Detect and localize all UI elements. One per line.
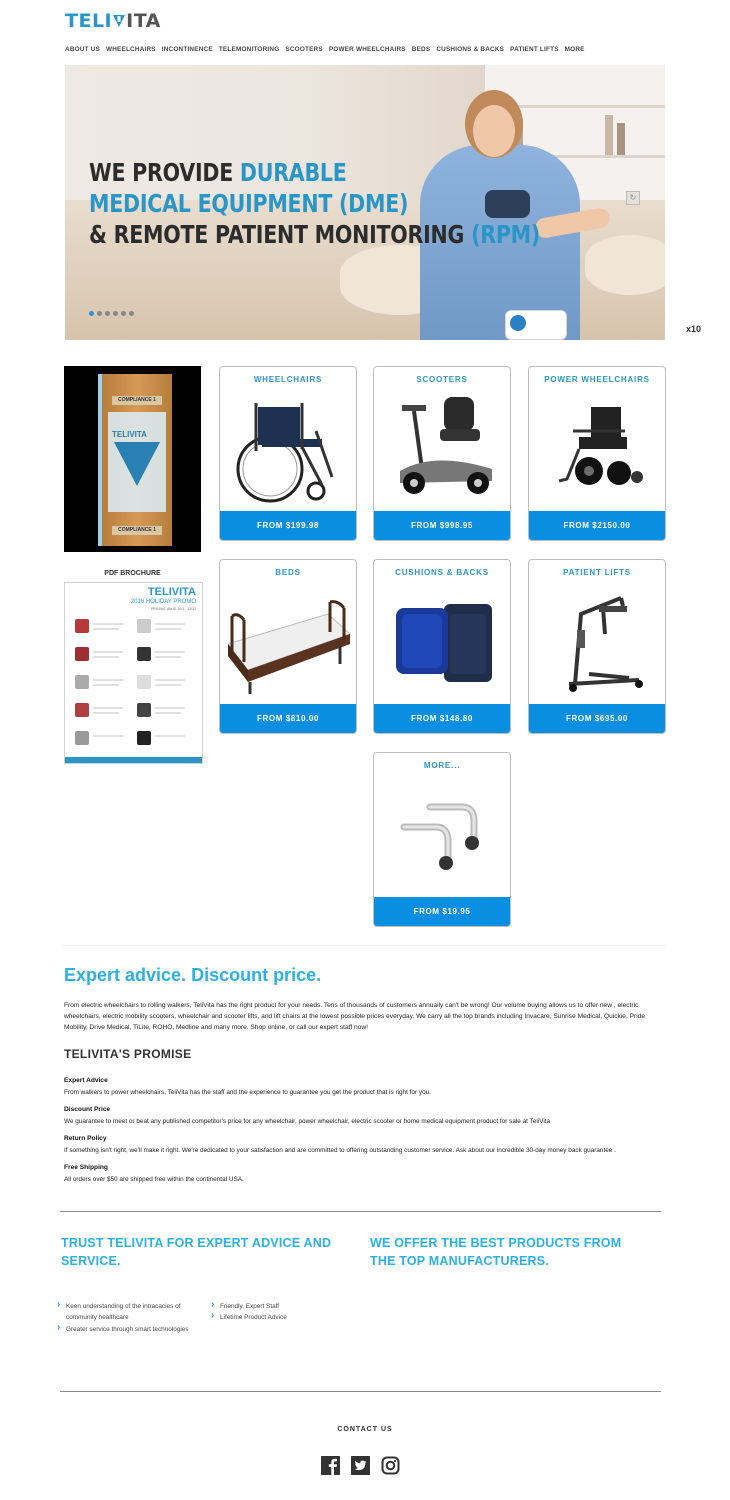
best-products-heading: WE OFFER THE BEST PRODUCTS FROM THE TOP MANUFACTURERS. [370, 1236, 622, 1268]
product-title: MORE... [423, 761, 461, 770]
product-card-cushions-backs[interactable] [373, 559, 511, 734]
product-price-button[interactable]: FROM $2150.00 [529, 511, 665, 540]
instagram-icon[interactable] [381, 1456, 400, 1475]
contact-us-link[interactable]: CONTACT US [337, 1426, 393, 1433]
next-slide-icon[interactable]: ↻ [626, 191, 640, 205]
product-title: SCOOTERS [416, 375, 468, 384]
scooter-icon [374, 391, 510, 507]
brochure-footer-bar [65, 757, 202, 763]
slider-dot[interactable] [89, 311, 94, 316]
nav-wheelchairs[interactable]: WHEELCHAIRS [105, 46, 156, 53]
product-card-wheelchairs[interactable] [219, 366, 357, 541]
promise-text: If something isn't right, we'll make it right. We're dedicated to your satisfaction and are committed to offering outstanding customer service. Ask about our incredible 30-day money back guarantee . [64, 1147, 616, 1154]
nav-telemonitoring[interactable]: TELEMONITORING [218, 46, 280, 53]
hero-line3-dark: & REMOTE PATIENT MONITORING [89, 220, 472, 249]
product-title: PATIENT LIFTS [563, 568, 631, 577]
door-brand: TELIVITA [112, 430, 147, 439]
product-card-power-wheelchairs[interactable] [528, 366, 666, 541]
trust-bullet: › Keen understanding of the intracacies of community healthcare [57, 1301, 201, 1323]
expert-heading: Expert advice. Discount price. [64, 965, 322, 985]
product-title: BEDS [275, 568, 301, 577]
promise-text: All orders over $50 are shipped free within the continental USA. [64, 1176, 244, 1183]
main-nav [65, 46, 585, 53]
compliance-door-image[interactable] [64, 366, 201, 552]
promise-text: From walkers to power wheelchairs, TeliVita has the staff and the experience to guarantee you get the product that is right for you. [64, 1089, 431, 1096]
nav-beds[interactable]: BEDS [411, 46, 431, 53]
nav-power-wheelchairs[interactable]: POWER WHEELCHAIRS [328, 46, 406, 53]
power-wheelchair-icon [529, 391, 665, 507]
trust-bullet: › Lifetime Product Advice [211, 1312, 355, 1323]
brochure-brand: TELIVITA [147, 586, 196, 598]
hero-line2: MEDICAL EQUIPMENT (DME) [89, 189, 409, 218]
product-price-button[interactable]: FROM $19.95 [374, 897, 510, 926]
product-price-button[interactable]: FROM $998.95 [374, 511, 510, 540]
product-price-button[interactable]: FROM $199.98 [220, 511, 356, 540]
product-price-button[interactable]: FROM $148.80 [374, 704, 510, 733]
trust-bullet: › Greater service through smart technologies [57, 1324, 201, 1335]
product-price-button[interactable]: FROM $695.00 [529, 704, 665, 733]
trust-bullet: › Friendly, Expert Staff [211, 1301, 355, 1312]
twitter-icon[interactable] [351, 1456, 370, 1475]
product-card-scooters[interactable] [373, 366, 511, 541]
promise-title: Free Shipping [64, 1164, 108, 1171]
site-logo[interactable] [65, 10, 161, 32]
product-title: CUSHIONS & BACKS [395, 568, 489, 577]
section-divider [63, 945, 666, 946]
promise-text: We guarantee to meet or beat any published competitor's price for any wheelchair, power wheelchair, electric scooter or home medical equipment product for sale at TeliVita [64, 1118, 551, 1125]
blood-pressure-monitor [505, 310, 567, 340]
hero-slider[interactable] [65, 65, 665, 340]
hero-cushion [585, 235, 665, 295]
promise-title: Return Policy [64, 1135, 107, 1142]
nav-patient-lifts[interactable]: PATIENT LIFTS [510, 46, 559, 53]
pdf-brochure-label[interactable]: PDF BROCHURE [104, 570, 161, 577]
slider-dot[interactable] [105, 311, 110, 316]
hero-badge: x10 [686, 324, 702, 334]
nav-more[interactable]: MORE [564, 46, 585, 53]
nav-scooters[interactable]: SCOOTERS [285, 46, 323, 53]
door-plate-bottom: COMPLIANCE 1 [112, 526, 162, 535]
slider-dot[interactable] [113, 311, 118, 316]
promise-title: Discount Price [64, 1106, 111, 1113]
hero-woman-face [473, 105, 515, 157]
product-card-more[interactable] [373, 752, 511, 927]
nav-incontinence[interactable]: INCONTINENCE [161, 46, 213, 53]
slider-dot[interactable] [97, 311, 102, 316]
section-rule [60, 1211, 661, 1212]
logo-prefix: TELI [65, 10, 113, 32]
slider-dots [89, 311, 134, 316]
pdf-brochure-thumbnail[interactable] [64, 582, 203, 764]
brochure-pricing: PRICING VALID 10/1 - 12/31 [150, 607, 196, 611]
cushion-icon [374, 584, 510, 700]
walker-part-icon [374, 777, 510, 893]
section-rule [60, 1391, 661, 1392]
nav-about-us[interactable]: ABOUT US [65, 46, 100, 53]
hero-headline [89, 157, 540, 250]
logo-suffix: ITA [126, 10, 161, 32]
door-panel [98, 374, 172, 546]
patient-lift-icon [529, 584, 665, 700]
product-card-patient-lifts[interactable] [528, 559, 666, 734]
hero-line3-blue: (RPM) [471, 220, 541, 249]
hero-line1-dark: WE PROVIDE [89, 158, 240, 187]
promise-heading: TELIVITA'S PROMISE [64, 1047, 192, 1061]
facebook-icon[interactable] [321, 1456, 340, 1475]
slider-dot[interactable] [121, 311, 126, 316]
hero-line1-blue: DURABLE [239, 158, 347, 187]
product-price-button[interactable]: FROM $810.00 [220, 704, 356, 733]
door-plate-top: COMPLIANCE 1 [112, 396, 162, 405]
brochure-subtitle: 2016 HOLIDAY PROMO [130, 599, 196, 605]
telivita-triangle-icon [114, 442, 160, 486]
trust-heading: TRUST TELIVITA FOR EXPERT ADVICE AND SERVICE. [61, 1236, 332, 1268]
logo-v-icon [112, 14, 126, 28]
product-title: WHEELCHAIRS [253, 375, 323, 384]
wheelchair-icon [220, 391, 356, 507]
expert-paragraph: From electric wheelchairs to rolling walkers, TeliVita has the right product for your needs. Tens of thousands of customers annually can't be wrong! Our volume buying allows us to offer new , electric wheelchairs, electric mobility scooters, wheelchair and scooter lifts, and lift chairs at the lowest possible prices everyday. We carry all the top brands including Invacare, Sunrise Medical, Quickie, Pride Mobility, Drive Medical, TiLite, ROHO, Medline and many more. Shop online, or call our expert staff now! [64, 1002, 645, 1031]
promise-title: Expert Advice [64, 1077, 108, 1084]
slider-dot[interactable] [129, 311, 134, 316]
product-card-beds[interactable] [219, 559, 357, 734]
product-title: POWER WHEELCHAIRS [544, 375, 650, 384]
bed-icon [220, 584, 356, 700]
nav-cushions-backs[interactable]: CUSHIONS & BACKS [436, 46, 505, 53]
